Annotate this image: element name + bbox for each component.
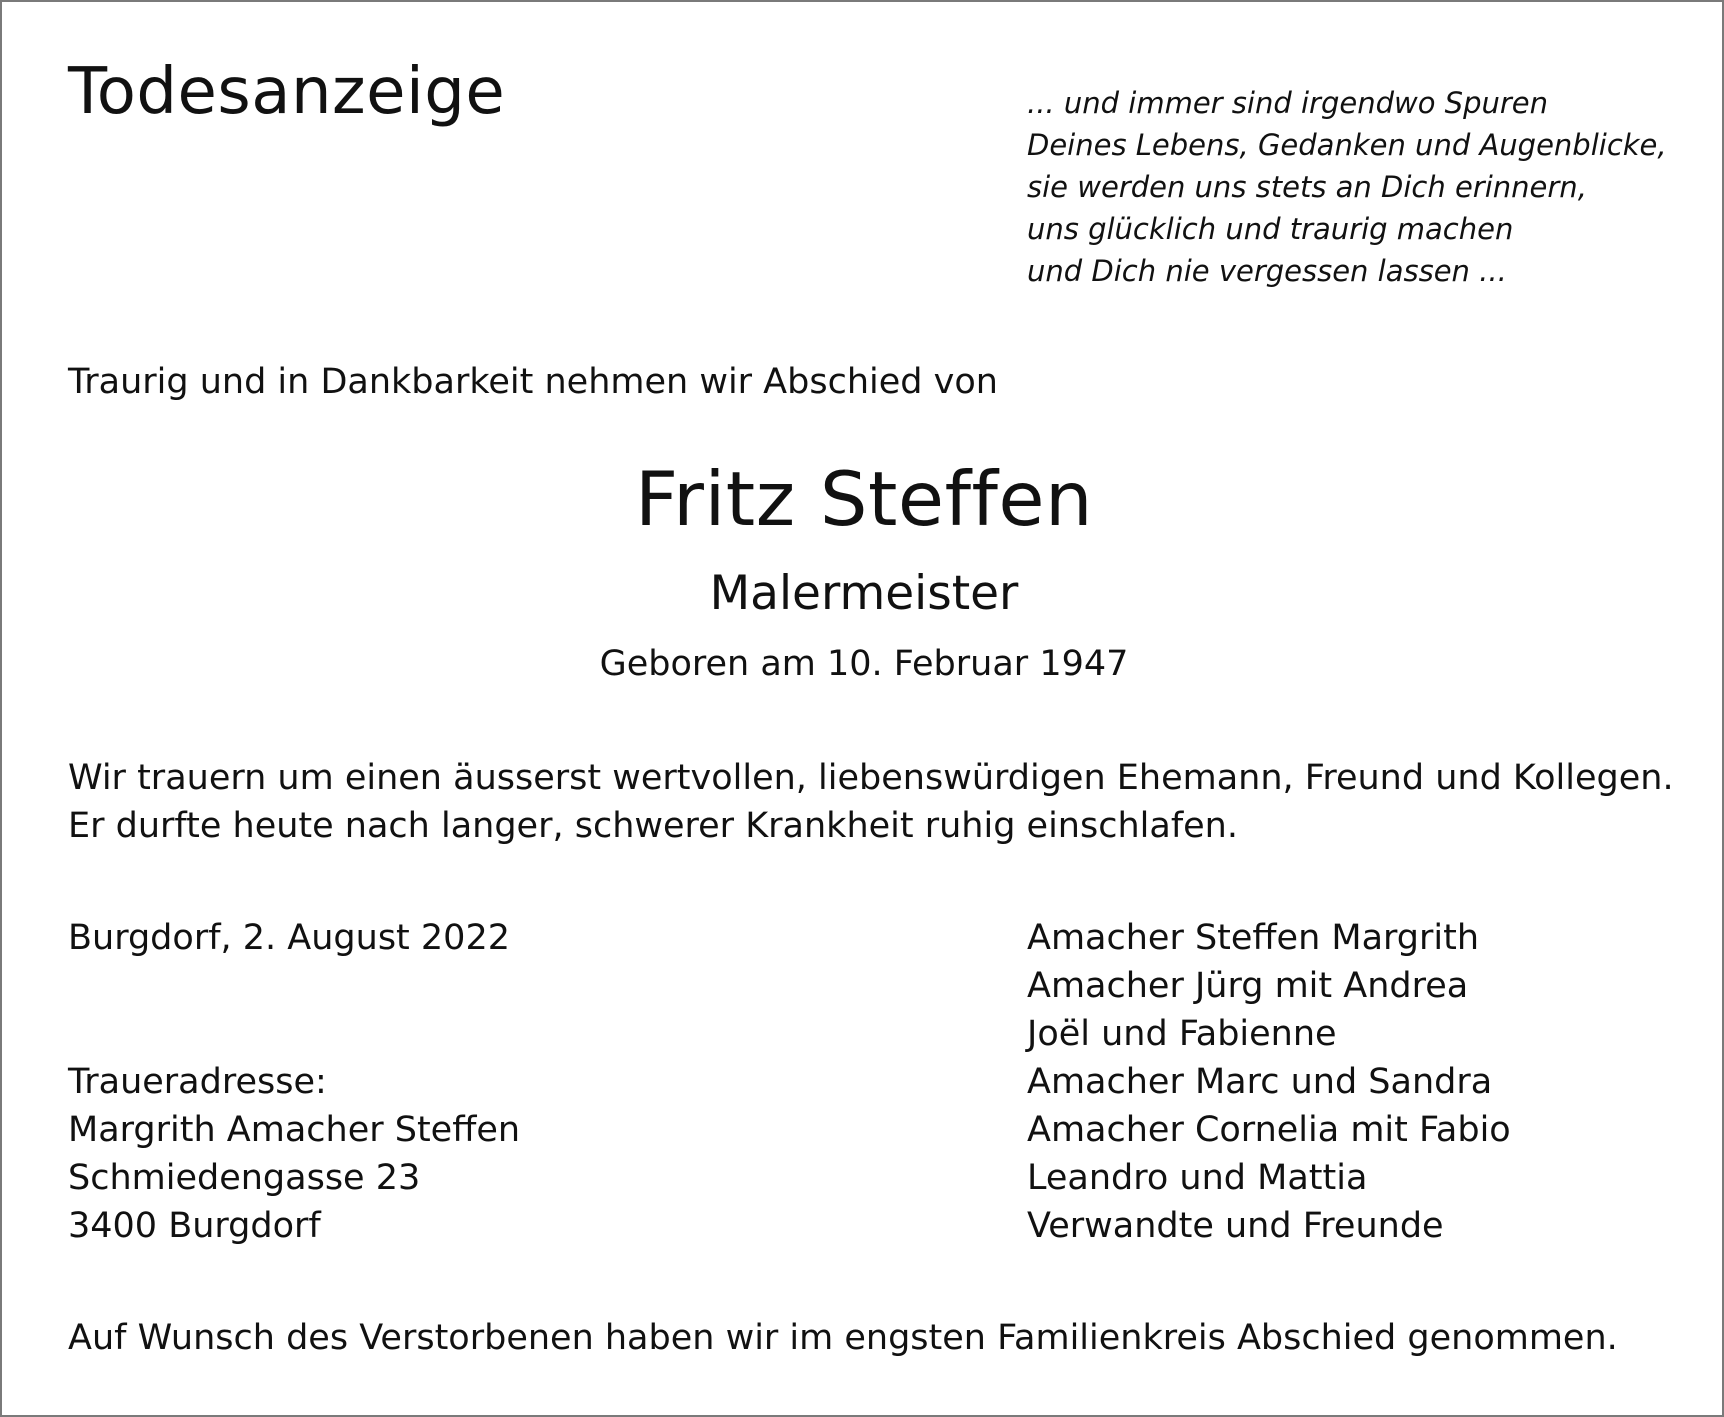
place-and-date: Burgdorf, 2. August 2022 xyxy=(68,918,510,958)
address-street: Schmiedengasse 23 xyxy=(68,1158,421,1198)
closing-note: Auf Wunsch des Verstorbenen haben wir im engsten Familienkreis Abschied genommen. xyxy=(68,1318,1618,1358)
mourner-entry: Verwandte und Freunde xyxy=(1027,1206,1444,1246)
poem-line: Deines Lebens, Gedanken und Augenblicke, xyxy=(1027,128,1667,162)
mourner-entry: Joël und Fabienne xyxy=(1027,1014,1337,1054)
poem-line: uns glücklich und traurig machen xyxy=(1027,212,1514,246)
birth-date: Geboren am 10. Februar 1947 xyxy=(599,644,1129,684)
address-name: Margrith Amacher Steffen xyxy=(68,1110,521,1150)
mourning-address xyxy=(68,1058,520,1250)
mourner-entry: Amacher Jürg mit Andrea xyxy=(1027,966,1469,1006)
message-line: Er durfte heute nach langer, schwerer Krankheit ruhig einschlafen. xyxy=(68,806,1238,846)
mourner-entry: Leandro und Mattia xyxy=(1027,1158,1368,1198)
mourning-message xyxy=(68,754,1674,850)
address-label: Traueradresse: xyxy=(68,1062,327,1102)
mourners-list xyxy=(1027,914,1511,1250)
poem-quote xyxy=(1027,82,1667,292)
notice-heading: Todesanzeige xyxy=(68,55,506,129)
deceased-occupation: Malermeister xyxy=(709,566,1019,621)
poem-line: ... und immer sind irgendwo Spuren xyxy=(1027,86,1549,120)
mourner-entry: Amacher Steffen Margrith xyxy=(1027,918,1480,958)
mourner-entry: Amacher Marc und Sandra xyxy=(1027,1062,1493,1102)
poem-line: und Dich nie vergessen lassen ... xyxy=(1027,254,1507,288)
intro-text: Traurig und in Dankbarkeit nehmen wir Abschied von xyxy=(68,362,998,402)
poem-line: sie werden uns stets an Dich erinnern, xyxy=(1027,170,1587,204)
address-city: 3400 Burgdorf xyxy=(68,1206,321,1246)
mourner-entry: Amacher Cornelia mit Fabio xyxy=(1027,1110,1511,1150)
message-line: Wir trauern um einen äusserst wertvollen, liebenswürdigen Ehemann, Freund und Kollegen. xyxy=(68,758,1674,798)
deceased-name: Fritz Steffen xyxy=(634,455,1094,543)
